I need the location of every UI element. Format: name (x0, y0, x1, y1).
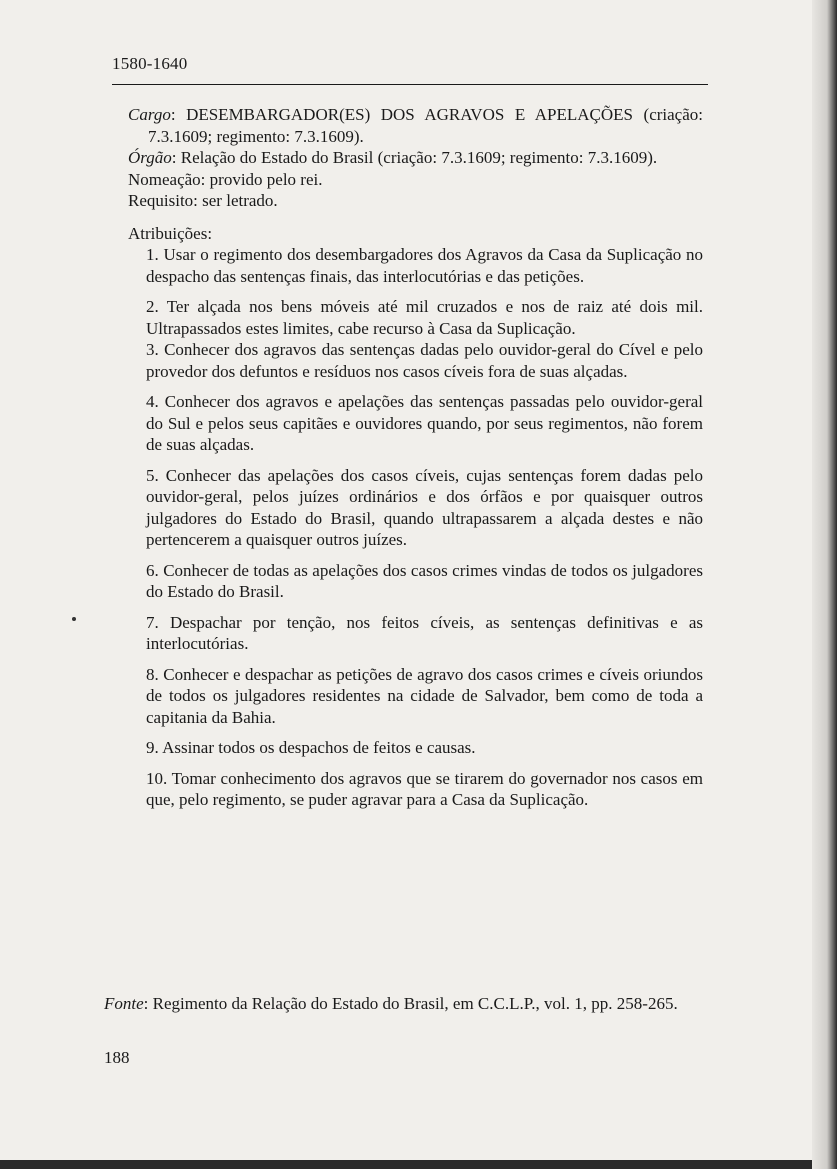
requisito-line: Requisito: ser letrado. (128, 191, 278, 210)
item-text: Conhecer dos agravos e apelações das sentenças passadas pelo ouvidor-geral do Sul e pelos seus capitães e ouvidores quando, por seus regimentos, não forem de suas alçadas. (146, 392, 703, 454)
orgao-label: Órgão (128, 148, 172, 167)
item-text: Conhecer dos agravos das sentenças dadas pelo ouvidor-geral do Cível e pelo provedor dos defuntos e resíduos nos casos cíveis fora de suas alçadas. (146, 340, 704, 381)
item-text: Despachar por tenção, nos feitos cíveis, as sentenças definitivas e as interlocutórias. (146, 612, 703, 653)
source-citation: Fonte: Regimento da Relação do Estado do Brasil, em C.C.L.P., vol. 1, pp. 258-265. (104, 994, 678, 1013)
item-text: Conhecer de todas as apelações dos casos crimes vindas de todos os julgadores do Estado do Brasil. (146, 560, 704, 601)
list-item (128, 768, 703, 811)
item-number: 2. (146, 297, 159, 316)
item-number: 4. (146, 392, 159, 411)
list-item (128, 244, 703, 287)
item-text: Tomar conhecimento dos agravos que se tirarem do governador nos casos em que, pelo regimento, se puder agravar para a Casa da Suplicação. (146, 768, 703, 809)
orgao-line: Órgão: Relação do Estado do Brasil (criação: 7.3.1609; regimento: 7.3.1609). (128, 148, 658, 167)
list-item (128, 296, 703, 339)
page-edge-shadow (812, 0, 837, 1169)
cargo-text: DESEMBARGADOR(ES) DOS AGRAVOS E APELAÇÕES (criação: 7.3.1609; regimento: 7.3.1609). (148, 105, 703, 146)
cargo-line: Cargo: DESEMBARGADOR(ES) DOS AGRAVOS E APELAÇÕES (criação: 7.3.1609; regimento: 7.3.1609). (128, 105, 703, 146)
item-text: Conhecer das apelações dos casos cíveis, cujas sentenças forem dadas pelo ouvidor-geral, pelos juízes ordinários e dos órfãos e por quaisquer outros julgadores do Estado do Brasil, quando ultrapassarem a alçada destes e não pertencerem a quaisquer outros juízes. (146, 465, 704, 549)
list-item (128, 612, 703, 655)
atribuicoes-list (128, 244, 703, 811)
list-item (128, 339, 703, 382)
item-text: Ter alçada nos bens móveis até mil cruzados e nos de raiz até dois mil. Ultrapassados estes limites, cabe recurso à Casa da Suplicação. (146, 297, 704, 338)
cargo-label: Cargo (128, 105, 171, 124)
header-rule (112, 84, 708, 85)
entry-body (128, 104, 703, 811)
margin-mark (72, 617, 76, 621)
list-item (128, 465, 703, 551)
list-item (128, 664, 703, 729)
list-item (128, 737, 703, 759)
item-number: 3. (146, 340, 159, 359)
page-header-range: 1580-1640 (112, 54, 188, 73)
item-text: Usar o regimento dos desembargadores dos Agravos da Casa da Suplicação no despacho das sentenças finais, das interlocutórias e das petições. (146, 245, 703, 286)
atribuicoes-title: Atribuições: (128, 223, 213, 243)
page-number: 188 (104, 1048, 130, 1067)
item-number: 5. (146, 465, 159, 485)
fonte-text: Regimento da Relação do Estado do Brasil, em C.C.L.P., vol. 1, pp. 258-265. (152, 994, 678, 1013)
item-number: 8. (146, 664, 159, 684)
list-item (128, 560, 703, 603)
item-text: Assinar todos os despachos de feitos e causas. (162, 738, 476, 757)
item-number: 9. (146, 738, 159, 757)
list-item (128, 391, 703, 456)
item-number: 6. (146, 560, 159, 580)
item-number: 10. (146, 768, 168, 788)
item-text: Conhecer e despachar as petições de agravo dos casos crimes e cíveis oriundos de todos os julgadores residentes na cidade de Salvador, bem como de toda a capitania da Bahia. (146, 664, 704, 727)
item-number: 1. (146, 245, 159, 264)
item-number: 7. (146, 612, 159, 632)
orgao-text: Relação do Estado do Brasil (criação: 7.3.1609; regimento: 7.3.1609). (180, 148, 658, 167)
fonte-label: Fonte (104, 994, 144, 1013)
nomeacao-line: Nomeação: provido pelo rei. (128, 169, 323, 189)
